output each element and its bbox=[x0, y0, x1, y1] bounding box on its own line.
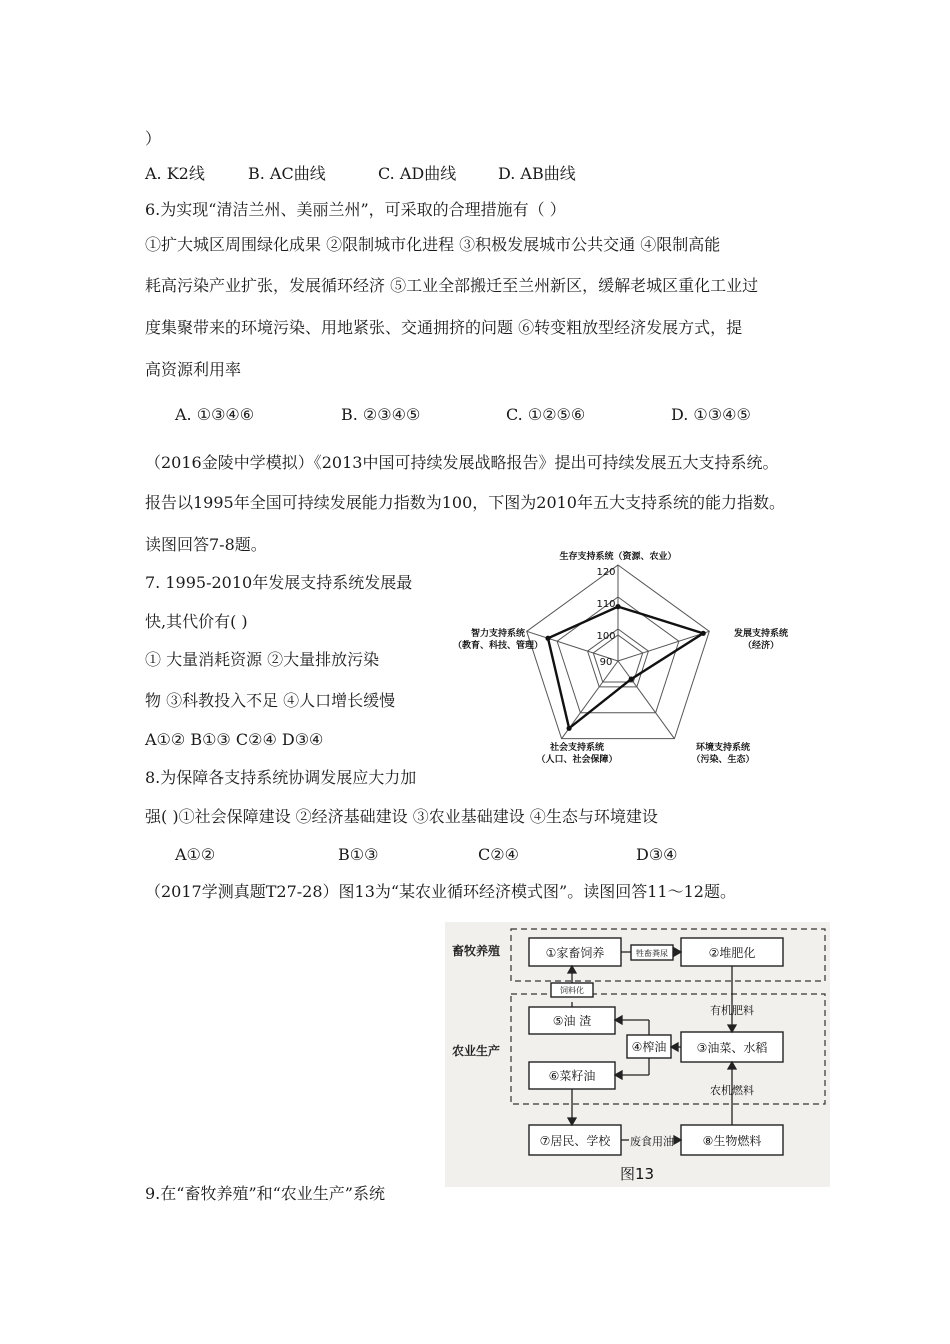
box-rapeseed-rice: ③油菜、水稻 bbox=[696, 1041, 768, 1055]
q6-line-2: 耗高污染产业扩张，发展循环经济 ⑤工业全部搬迁至兰州新区，缓解老城区重化工业过 bbox=[145, 276, 759, 295]
edge-label-feed: 饲料化 bbox=[560, 986, 584, 995]
edge-label-waste-oil: 废食用油 bbox=[630, 1135, 674, 1148]
q6-option-d: D. ①③④⑤ bbox=[671, 405, 751, 424]
axis-label-environment: 环境支持系统 bbox=[695, 743, 751, 753]
radar-chart bbox=[440, 545, 800, 775]
q8-option-c: C②④ bbox=[478, 845, 519, 864]
box-residents-schools: ⑦居民、学校 bbox=[539, 1134, 611, 1148]
axis-label-development: 发展支持系统 bbox=[733, 629, 789, 639]
q5-option-d: D. AB曲线 bbox=[498, 164, 576, 183]
intro78-line-3: 读图回答7-8题。 bbox=[145, 535, 267, 554]
q8-option-d: D③④ bbox=[636, 845, 678, 864]
zone-agriculture-label: 农业生产 bbox=[452, 1044, 501, 1058]
axis-label-survival: 生存支持系统（资源、农业） bbox=[559, 552, 677, 562]
radar-series-2010 bbox=[548, 607, 703, 729]
q6-option-c: C. ①②⑤⑥ bbox=[506, 405, 586, 424]
axis-label-social: 社会支持系统 bbox=[549, 743, 605, 753]
radar-tick-100: 100 bbox=[596, 631, 616, 642]
box-composting: ②堆肥化 bbox=[708, 946, 756, 960]
q9-stem: 9.在“畜牧养殖”和“农业生产”系统 bbox=[145, 1184, 385, 1203]
radar-tick-110: 110 bbox=[596, 599, 616, 610]
zone-livestock-label: 畜牧养殖 bbox=[452, 944, 501, 958]
box-biofuel: ⑧生物燃料 bbox=[702, 1134, 762, 1148]
radar-tick-120: 120 bbox=[596, 567, 616, 578]
axis-label-environment-sub: （污染、生态） bbox=[691, 755, 755, 765]
q6-line-4: 高资源利用率 bbox=[145, 360, 242, 379]
axis-label-intellect: 智力支持系统 bbox=[470, 629, 526, 639]
q8-line-1: 8.为保障各支持系统协调发展应大力加 bbox=[145, 768, 417, 787]
q6-option-a: A. ①③④⑥ bbox=[175, 405, 255, 424]
radar-spoke-1 bbox=[618, 631, 709, 661]
figure-caption: 图13 bbox=[619, 1165, 655, 1183]
axis-label-social-sub: （人口、社会保障） bbox=[536, 755, 618, 765]
q6-stem: 6.为实现“清洁兰州、美丽兰州”，可采取的合理措施有（ ） bbox=[145, 200, 566, 219]
q7-line-3: ① 大量消耗资源 ②大量排放污染 bbox=[145, 650, 380, 669]
q5-option-b: B. AC曲线 bbox=[248, 164, 326, 183]
q6-option-b: B. ②③④⑤ bbox=[341, 405, 421, 424]
radar-point-4 bbox=[545, 636, 550, 641]
radar-tick-90: 90 bbox=[599, 657, 613, 668]
radar-point-0 bbox=[615, 604, 620, 609]
box-oil-press: ④榨油 bbox=[631, 1040, 667, 1054]
flow-diagram-fig13 bbox=[445, 922, 830, 1187]
intro78-line-2: 报告以1995年全国可持续发展能力指数为100，下图为2010年五大支持系统的能力指数。 bbox=[145, 493, 785, 512]
q6-line-3: 度集聚带来的环境污染、用地紧张、交通拥挤的问题 ⑥转变粗放型经济发展方式，提 bbox=[145, 318, 743, 337]
q7-line-2: 快,其代价有( ) bbox=[145, 612, 248, 631]
intro78-line-1: （2016金陵中学模拟）《2013中国可持续发展战略报告》提出可持续发展五大支持系统。 bbox=[145, 453, 779, 472]
box-livestock-feeding: ①家畜饲养 bbox=[545, 946, 605, 960]
q8-option-b: B①③ bbox=[338, 845, 379, 864]
q6-line-1: ①扩大城区周围绿化成果 ②限制城市化进程 ③积极发展城市公共交通 ④限制高能 bbox=[145, 235, 721, 254]
q7-options: A①② B①③ C②④ D③④ bbox=[145, 730, 324, 749]
radar-spoke-2 bbox=[618, 661, 674, 739]
q8-line-2: 强( )①社会保障建设 ②经济基础建设 ③农业基础建设 ④生态与环境建设 bbox=[145, 807, 658, 826]
axis-label-intellect-sub: （教育、科技、管理） bbox=[452, 641, 544, 651]
q5-paren: ） bbox=[145, 129, 162, 148]
q8-option-a: A①② bbox=[175, 845, 216, 864]
edge-label-machine-fuel: 农机燃料 bbox=[710, 1084, 754, 1097]
q7-line-4: 物 ③科教投入不足 ④人口增长缓慢 bbox=[145, 691, 396, 710]
intro1112: （2017学测真题T27-28）图13为“某农业循环经济模式图”。读图回答11～12题。 bbox=[145, 882, 736, 901]
radar-point-3 bbox=[566, 726, 571, 731]
edge-label-manure: 牲畜粪尿 bbox=[636, 949, 668, 958]
radar-point-2 bbox=[629, 677, 634, 682]
radar-points bbox=[545, 604, 705, 731]
axis-label-development-sub: （经济） bbox=[742, 641, 780, 651]
q5-option-c: C. AD曲线 bbox=[378, 164, 457, 183]
q5-option-a: A. K2线 bbox=[145, 164, 205, 183]
box-oil-residue: ⑤油 渣 bbox=[552, 1014, 592, 1028]
box-rapeseed-oil: ⑥菜籽油 bbox=[548, 1069, 596, 1083]
q7-line-1: 7. 1995-2010年发展支持系统发展最 bbox=[145, 573, 413, 592]
radar-point-1 bbox=[701, 631, 706, 636]
edge-label-fertilizer: 有机肥料 bbox=[710, 1004, 754, 1017]
